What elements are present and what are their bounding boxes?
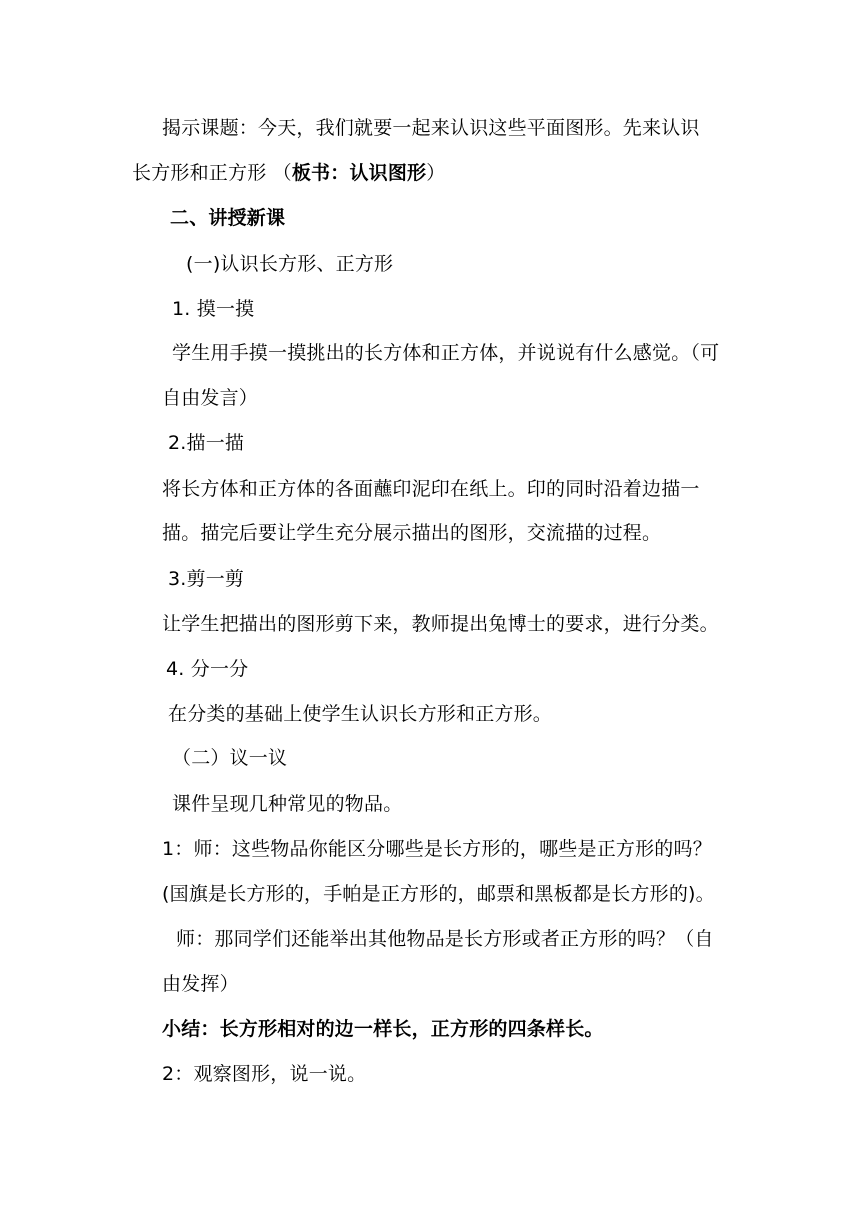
intro-close-paren: ） — [426, 162, 446, 184]
subsection-heading-1: (一)认识长方形、正方形 — [186, 253, 394, 275]
answer-1: (国旗是长方形的，手帕是正方形的，邮票和黑板都是长方形的)。 — [162, 883, 715, 905]
question-1: 1：师：这些物品你能区分哪些是长方形的，哪些是正方形的吗？ — [162, 838, 712, 860]
step-heading-1: 1. 摸一摸 — [172, 298, 255, 320]
step-4-text: 在分类的基础上使学生认识长方形和正方形。 — [168, 703, 553, 725]
task-2: 2：观察图形，说一说。 — [162, 1063, 367, 1085]
step-2-text-line-1: 将长方体和正方体的各面蘸印泥印在纸上。印的同时沿着边描一 — [162, 478, 700, 500]
paragraph-intro-line-2 — [132, 160, 445, 186]
step-heading-2: 2.描一描 — [168, 432, 245, 454]
question-2-line-2: 由发挥） — [162, 973, 239, 995]
question-2-line-1: 师：那同学们还能举出其他物品是长方形或者正方形的吗？（自 — [176, 928, 714, 950]
summary: 小结：长方形相对的边一样长，正方形的四条样长。 — [162, 1018, 604, 1040]
intro-text: 长方形和正方形 （ — [132, 162, 292, 184]
subsection-heading-2: （二）议一议 — [172, 747, 288, 769]
step-3-text: 让学生把描出的图形剪下来，教师提出兔博士的要求，进行分类。 — [162, 613, 719, 635]
section-heading-new-lesson: 二、讲授新课 — [170, 207, 286, 229]
step-2-text-line-2: 描。描完后要让学生充分展示描出的图形，交流描的过程。 — [162, 522, 662, 544]
discussion-intro: 课件呈现几种常见的物品。 — [172, 793, 403, 815]
step-heading-4: 4. 分一分 — [166, 658, 249, 680]
step-heading-3: 3.剪一剪 — [168, 568, 245, 590]
step-1-text-line-1: 学生用手摸一摸挑出的长方体和正方体，并说说有什么感觉。（可 — [172, 342, 720, 364]
board-note: 板书：认识图形 — [291, 162, 427, 184]
step-1-text-line-2: 自由发言） — [162, 387, 259, 409]
paragraph-intro-line-1: 揭示课题：今天，我们就要一起来认识这些平面图形。先来认识 — [162, 117, 700, 139]
